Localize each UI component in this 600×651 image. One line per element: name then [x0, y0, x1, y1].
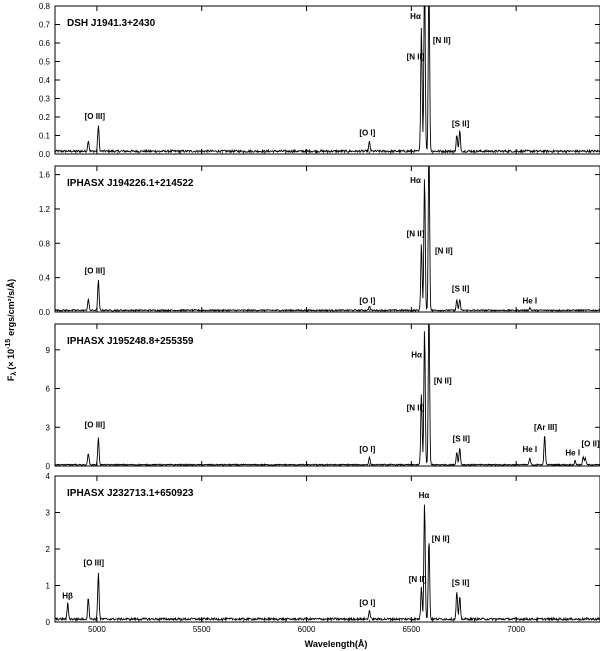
- emission-line-label: [S II]: [452, 434, 470, 444]
- x-tick-label: 6000: [297, 625, 316, 634]
- y-tick-label: 0.2: [38, 113, 50, 122]
- y-tick-label: 6: [45, 384, 50, 394]
- emission-line-label: [O I]: [359, 296, 376, 306]
- y-axis-label: [5, 279, 18, 381]
- emission-line-label: He I: [522, 296, 538, 306]
- emission-line-label: [S II]: [451, 119, 470, 129]
- spectrum-panel-1: [39, 0, 600, 159]
- spectrum-panel-3: [46, 317, 600, 471]
- x-axis-label: Wavelength(Å): [304, 639, 368, 649]
- emission-line-label: [O I]: [359, 444, 376, 454]
- panel-title: IPHASX J232713.1+650923: [67, 488, 194, 499]
- y-tick-label: 0: [45, 462, 50, 471]
- y-tick-label: 0.6: [38, 39, 50, 48]
- x-tick-label: 5500: [192, 625, 211, 634]
- y-axis-label-units: ergs/cm²/s/Å): [6, 278, 16, 336]
- emission-line-label: [N II]: [406, 229, 425, 239]
- emission-line-label: Hα: [410, 11, 421, 21]
- y-axis-label-subscript: λ: [11, 371, 18, 376]
- emission-line-label: [O I]: [359, 598, 376, 608]
- y-tick-label: 0.4: [38, 273, 50, 283]
- emission-line-label: [N II]: [406, 403, 425, 413]
- emission-line-label: [Ar III]: [533, 422, 558, 432]
- emission-line-label: Hβ: [62, 591, 73, 601]
- emission-line-label: [O II]: [581, 439, 600, 449]
- x-tick-label: 7000: [507, 625, 526, 634]
- y-tick-label: 0.1: [38, 131, 50, 141]
- spectrum-panel-4: [46, 472, 600, 634]
- emission-line-label: Hα: [410, 176, 421, 186]
- emission-line-label: Hα: [411, 350, 422, 360]
- emission-line-label: He I: [522, 444, 538, 454]
- emission-line-label: [O III]: [84, 111, 106, 121]
- emission-line-label: [N II]: [433, 376, 452, 386]
- y-axis-label-exponent: -15: [5, 338, 12, 349]
- x-tick-label: 5000: [88, 625, 106, 634]
- emission-line-label: [N II]: [408, 574, 427, 584]
- emission-line-label: [N II]: [431, 534, 450, 544]
- y-tick-label: 9: [45, 345, 50, 355]
- y-tick-label: 0.7: [38, 20, 50, 30]
- y-tick-label: 3: [45, 423, 50, 433]
- y-tick-label: 0.0: [38, 150, 50, 159]
- y-tick-label: 4: [45, 472, 50, 481]
- svg-text:Fλ(× 10-15ergs/cm²/s/Å): [5, 279, 18, 381]
- emission-line-label: [O I]: [359, 128, 376, 138]
- panel-title: IPHASX J194226.1+214522: [67, 178, 194, 189]
- emission-line-label: [N II]: [432, 36, 451, 45]
- emission-line-label: Hα: [418, 490, 430, 500]
- emission-line-label: [N II]: [434, 246, 453, 256]
- spectra-panels: [39, 0, 600, 634]
- y-tick-label: 0.0: [38, 308, 50, 317]
- y-tick-label: 2: [45, 545, 50, 554]
- spectrum-panel-2: [39, 155, 600, 317]
- y-tick-label: 3: [45, 508, 50, 518]
- y-axis-label-symbol: F: [6, 375, 16, 382]
- y-tick-label: 1: [45, 581, 50, 591]
- y-tick-label: 1.2: [38, 204, 50, 214]
- emission-line-label: [O III]: [83, 558, 105, 568]
- y-tick-label: 0.3: [38, 94, 50, 104]
- emission-line-label: [O III]: [84, 420, 106, 430]
- emission-line-label: [S II]: [451, 284, 470, 294]
- spectrum-line: [55, 505, 600, 621]
- y-tick-label: 0.4: [38, 76, 50, 85]
- y-tick-label: 0.8: [38, 239, 50, 249]
- emission-line-label: [N II]: [406, 52, 425, 62]
- panel-title: DSH J1941.3+2430: [67, 18, 156, 29]
- y-axis-label-scale: (× 10: [6, 348, 16, 370]
- emission-line-label: [S II]: [451, 578, 470, 588]
- y-tick-label: 0: [45, 618, 50, 627]
- y-tick-label: 0.5: [38, 57, 50, 67]
- emission-line-label: He I: [565, 448, 581, 458]
- y-tick-label: 1.6: [38, 170, 50, 180]
- panel-title: IPHASX J195248.8+255359: [67, 336, 194, 347]
- emission-line-label: [O III]: [84, 266, 106, 276]
- x-tick-label: 6500: [402, 625, 421, 634]
- y-tick-label: 0.8: [38, 2, 50, 11]
